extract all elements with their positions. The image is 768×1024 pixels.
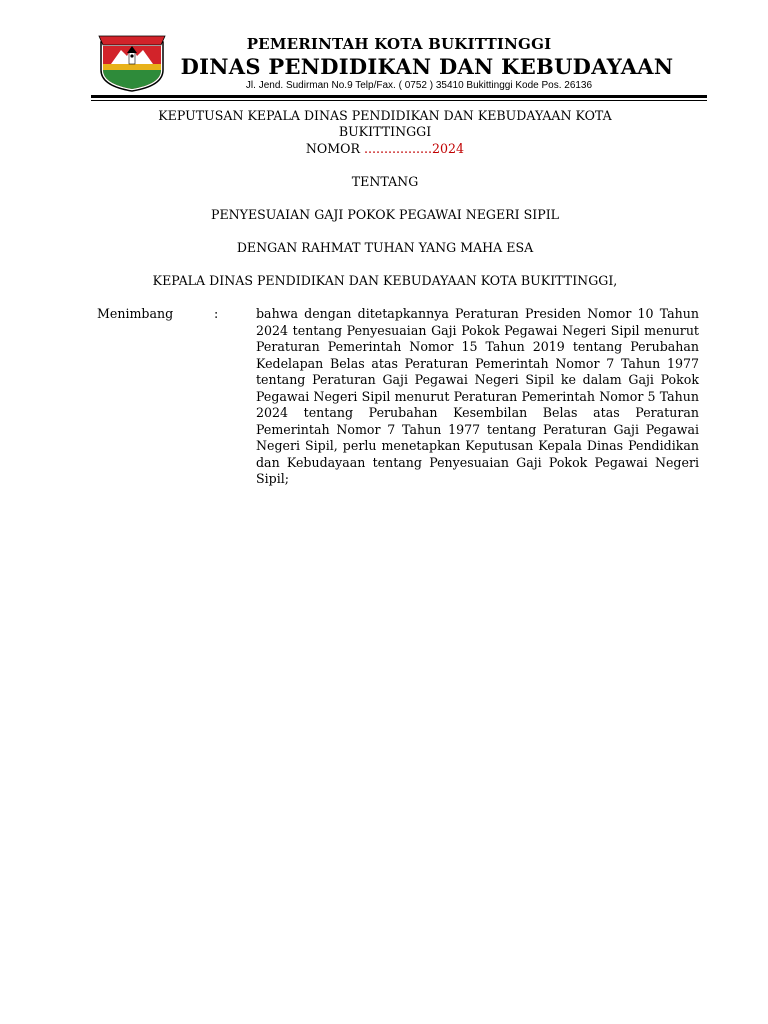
- menimbang-colon: :: [214, 306, 219, 321]
- decree-tentang: TENTANG: [351, 174, 419, 189]
- decree-issuer: KEPALA DINAS PENDIDIKAN DAN KEBUDAYAAN KOTA BUKITTINGGI,: [152, 273, 618, 288]
- decree-invocation: DENGAN RAHMAT TUHAN YANG MAHA ESA: [236, 240, 534, 255]
- decree-number: [120, 141, 650, 157]
- decree-number-value: .................2024: [363, 141, 465, 156]
- decree-title-line-1: KEPUTUSAN KEPALA DINAS PENDIDIKAN DAN KEBUDAYAAN KOTA: [158, 108, 612, 123]
- letterhead-government-name: PEMERINTAH KOTA BUKITTINGGI: [246, 35, 552, 53]
- menimbang-label: Menimbang: [97, 306, 174, 321]
- menimbang-text: bahwa dengan ditetapkannya Peraturan Presiden Nomor 10 Tahun 2024 tentang Penyesuaian Gaji Pokok Pegawai Negeri Sipil menurut Peraturan Pemerintah Nomor 15 Tahun 2019 tentang Perubahan Kedelapan Belas atas Peraturan Pemerintah Nomor 7 Tahun 1977 tentang Peraturan Gaji Pegawai Negeri Sipil ke dalam Gaji Pokok Pegawai Negeri Sipil menurut Peraturan Pemerintah Nomor 5 Tahun 2024 tentang Perubahan Kesembilan Belas atas Peraturan Pemerintah Nomor 7 Tahun 1977 tentang Peraturan Gaji Pegawai Negeri Sipil, perlu menetapkan Keputusan Kepala Dinas Pendidikan dan Kebudayaan tentang Penyesuaian Gaji Pokok Pegawai Negeri Sipil;: [256, 306, 699, 486]
- letterhead-office-name: DINAS PENDIDIKAN DAN KEBUDAYAAN: [180, 54, 674, 79]
- letterhead-divider-thin: [91, 100, 707, 101]
- letterhead-address: Jl. Jend. Sudirman No.9 Telp/Fax. ( 0752 ) 35410 Bukittinggi Kode Pos. 26136: [245, 80, 593, 91]
- letterhead-divider-thick: [91, 95, 707, 98]
- letterhead: [90, 30, 708, 100]
- decree-number-label: NOMOR: [305, 141, 364, 156]
- decree-subject: PENYESUAIAN GAJI POKOK PEGAWAI NEGERI SIPIL: [210, 207, 560, 222]
- decree-title-line-2: BUKITTINGGI: [338, 124, 432, 139]
